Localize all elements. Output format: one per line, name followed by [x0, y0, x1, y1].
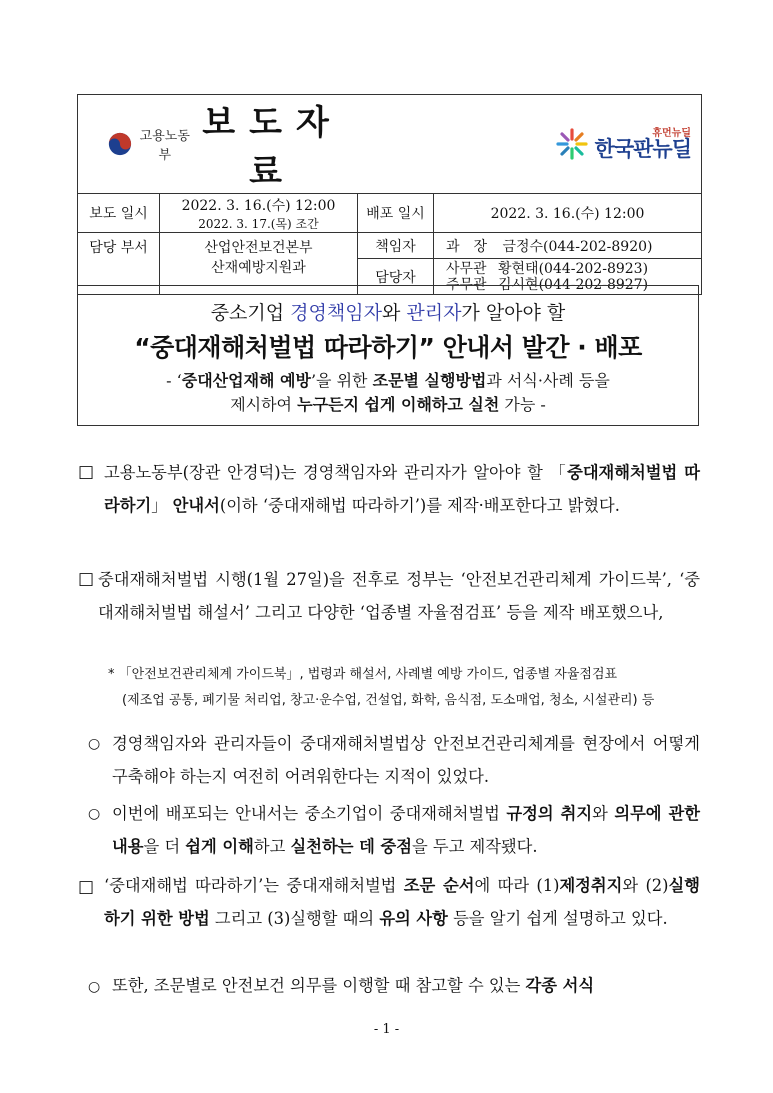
staff2-title: 주무관 [446, 276, 487, 293]
para-text: 이번에 배포되는 안내서는 중소기업이 중대재해처벌법 [112, 804, 507, 823]
lead-label: 책임자 [358, 233, 434, 259]
staff1-contact: 황현태(044-202-8923) [498, 260, 649, 277]
ministry-emblem-icon [108, 130, 132, 158]
headline-highlight: 관리자 [406, 302, 462, 324]
footnote-line2: (제조업 공통, 폐기물 처리업, 창고·운수업, 건설업, 화학, 음식점, 도소매업, 청소, 시설관리) 등 [122, 693, 655, 708]
summary-text: - ‘ [166, 371, 182, 390]
footnote [108, 662, 702, 714]
page-number: - 1 - [373, 1022, 400, 1037]
paragraph-6 [112, 969, 700, 1002]
para-text: 고용노동부(장관 안경덕)는 경영책임자와 관리자가 알아야 할 「 [104, 463, 568, 482]
staff1-title: 사무관 [446, 260, 487, 277]
ministry-logo-text: 고용노동부 [139, 129, 190, 163]
para-text: (이하 ‘중대재해법 따라하기’)를 제작·배포한다고 밝혔다. [219, 496, 620, 515]
headline-highlight: 경영책임자 [290, 302, 382, 324]
para-text: 에 따라 (1) [474, 876, 560, 895]
para-bold: 의무에 관한 내용 [112, 804, 701, 856]
embargo-time-cell [160, 194, 358, 233]
lead-contact-cell [434, 233, 702, 259]
embargo-label: 보도 일시 [78, 194, 160, 233]
para-bold: 조문 순서 [403, 876, 475, 895]
summary-text: 제시하여 [230, 395, 298, 414]
para-bold: 각종 서식 [525, 976, 595, 995]
para-bold: 유의 사항 [379, 909, 448, 928]
paragraph-4 [112, 797, 700, 863]
paragraph-2: 중대재해처벌법 시행(1월 27일)을 전후로 정부는 ‘안전보건관리체계 가이드북’, ‘중대재해처벌법 해설서’ 그리고 다양한 ‘업종별 자율점검표’ 등을 제작 배포했으나, [98, 570, 700, 622]
para-text: 그리고 (3)실행할 때의 [209, 909, 380, 928]
para-bold: 중대재해처벌법 따라하기 [104, 463, 700, 515]
new-deal-logo-small: 휴먼뉴딜 [652, 127, 691, 139]
para-text: 또한, 조문별로 안전보건 의무를 이행할 때 참고할 수 있는 [112, 976, 526, 995]
new-deal-star-icon [555, 127, 589, 161]
para-text: 하고 [253, 837, 291, 856]
headline-text: 와 [381, 302, 407, 324]
embargo-sub: 2022. 3. 17.(목) 조간 [198, 216, 319, 231]
lead-title: 과 장 [446, 238, 488, 255]
paragraph-1 [104, 456, 700, 522]
dept-label: 담당 부서 [78, 233, 160, 295]
headline-text: 가 알아야 할 [461, 302, 566, 324]
box-bullet: □ [78, 569, 95, 589]
headline-text: 중소기업 [210, 302, 291, 324]
dept-line1: 산업안전보건본부 [204, 240, 313, 256]
summary-bold: 조문별 실행방법 [372, 371, 487, 390]
paragraph-5 [104, 869, 700, 935]
staff2-contact: 김시현(044-202-8927) [498, 276, 649, 293]
headline-box [77, 285, 699, 426]
headline-subtitle [78, 298, 698, 325]
para-text: 와 [592, 804, 615, 823]
press-release-header [77, 94, 702, 295]
distribute-label: 배포 일시 [358, 194, 434, 233]
new-deal-logo-big: 한국판뉴딜 [594, 136, 691, 161]
circle-bullet: ○ [88, 736, 101, 752]
dept-line2: 산재예방지원과 [211, 260, 306, 276]
headline-summary [78, 369, 698, 417]
summary-text: 과 서식·사례 등을 [486, 371, 610, 390]
summary-text: 가능 - [499, 395, 546, 414]
para-text: ‘중대재해법 따라하기’는 중대재해처벌법 [104, 876, 404, 895]
summary-bold: 누구든지 쉽게 이해하고 실천 [297, 395, 500, 414]
distribute-time: 2022. 3. 16.(수) 12:00 [434, 194, 702, 233]
para-bold: 실천하는 데 중점 [290, 837, 412, 856]
para-bold: 실행하기 위한 방법 [104, 876, 700, 928]
headline-main: “중대재해처벌법 따라하기” 안내서 발간 · 배포 [134, 333, 642, 362]
para-text: 등을 알기 쉽게 설명하고 있다. [447, 909, 668, 928]
circle-bullet: ○ [88, 806, 101, 822]
footnote-line1: * 「안전보건관리체계 가이드북」, 법령과 해설서, 사례별 예방 가이드, 업종별 자율점검표 [108, 667, 618, 682]
para-bold: 규정의 취지 [506, 804, 593, 823]
lead-contact: 금정수(044-202-8920) [502, 238, 653, 255]
para-bold: 쉽게 이해 [185, 837, 254, 856]
box-bullet: □ [78, 877, 95, 897]
ministry-logo [108, 125, 192, 163]
para-text: 을 더 [143, 837, 186, 856]
box-bullet: □ [78, 462, 95, 482]
para-bold: 제정취지 [559, 876, 623, 895]
summary-bold: 중대산업재해 예방 [181, 371, 311, 390]
para-text: 」 [151, 496, 173, 515]
embargo-time: 2022. 3. 16.(수) 12:00 [181, 197, 336, 214]
summary-text: ’을 위한 [310, 371, 373, 390]
paragraph-3: 경영책임자와 관리자들이 중대재해처벌법상 안전보건관리체계를 현장에서 어떻게 구축해야 하는지 여전히 어려워한다는 지적이 있었다. [112, 734, 700, 786]
para-bold: 안내서 [172, 496, 220, 515]
para-text: 와 (2) [622, 876, 669, 895]
staff-label: 담당자 [358, 259, 434, 295]
circle-bullet: ○ [88, 979, 101, 995]
para-text: 을 두고 제작됐다. [411, 837, 538, 856]
page-title: 보도자료 [202, 103, 343, 192]
korean-new-deal-logo [555, 127, 691, 161]
